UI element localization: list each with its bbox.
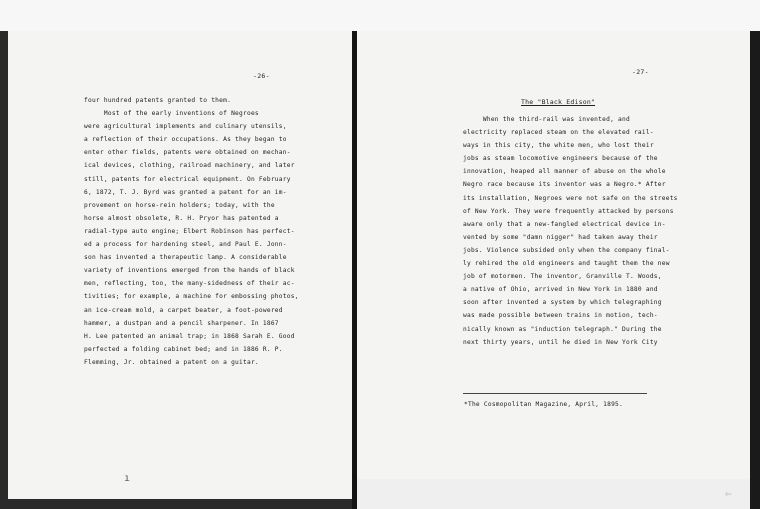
text-line: were agricultural implements and culinary utensils,	[84, 123, 287, 131]
text-line: ical devices, clothing, railroad machinery, and later	[84, 162, 295, 170]
scan-right-edge	[750, 31, 760, 509]
text-line: still, patents for electrical equipment. On February	[84, 175, 291, 183]
text-line: ways in this city, the white men, who lost their	[463, 142, 654, 150]
text-line: men, reflecting, too, the many-sidedness of their ac-	[84, 280, 295, 288]
text-line: When the third-rail was invented, and	[463, 116, 630, 123]
text-line: radial-type auto engine; Elbert Robinson has perfect-	[84, 227, 295, 235]
scan-corner-mark: ⇐	[725, 487, 732, 500]
text-line: tivities; for example, a machine for embossing photos,	[84, 293, 299, 301]
text-line: next thirty years, until he died in New York City	[463, 338, 658, 346]
scan-mark: ı	[124, 473, 131, 484]
text-line: provement on horse-rein holders; today, with the	[84, 201, 275, 209]
page-number: -26-	[253, 72, 270, 80]
text-line: 6, 1872, T. J. Byrd was granted a patent for an im-	[84, 188, 287, 196]
text-line: vented by some "damn nigger" had taken away their	[463, 233, 658, 241]
text-line: horse almost obsolete, R. H. Pryor has patented a	[84, 214, 279, 222]
left-page-body	[84, 94, 299, 369]
text-line: enter other fields, patents were obtained on mechan-	[84, 149, 291, 157]
text-line: was made possible between trains in motion, tech-	[463, 312, 658, 320]
text-line: job of motormen. The inventor, Granville T. Woods,	[463, 273, 662, 281]
scan-bottom-strip	[357, 479, 750, 509]
text-line: a native of Ohio, arrived in New York in 1880 and	[463, 286, 658, 294]
left-page	[8, 31, 352, 499]
text-line: its installation, Negroes were not safe on the streets	[463, 194, 678, 202]
text-line: Negro race because its inventor was a Negro.* After	[463, 181, 666, 189]
text-line: ly rehired the old engineers and taught them the new	[463, 260, 670, 268]
text-line: ed a process for hardening steel, and Paul E. Jonn-	[84, 241, 287, 249]
text-line: soon after invented a system by which telegraphing	[463, 299, 662, 307]
text-line: Flemming, Jr. obtained a patent on a guitar.	[84, 358, 259, 366]
text-line: variety of inventions emerged from the hands of black	[84, 267, 295, 275]
text-line: four hundred patents granted to them.	[84, 97, 232, 104]
section-title: The "Black Edison"	[521, 98, 596, 106]
text-line: of New York. They were frequently attacked by persons	[463, 207, 674, 215]
text-line: H. Lee patented an animal trap; in 1868 Sarah E. Good	[84, 332, 295, 340]
text-line: jobs. Violence subsided only when the company final-	[463, 246, 670, 254]
footnote-rule	[463, 393, 647, 394]
text-line: aware only that a new-fangled electrical device in-	[463, 220, 666, 228]
footnote: *The Cosmopolitan Magazine, April, 1895.	[464, 401, 624, 408]
text-line: a reflection of their occupations. As they began to	[84, 136, 287, 144]
text-line: an ice-cream mold, a carpet beater, a foot-powered	[84, 306, 283, 314]
right-page-body	[463, 113, 678, 349]
text-line: jobs as steam locomotive engineers because of the	[463, 155, 658, 163]
text-line: electricity replaced steam on the elevated rail-	[463, 129, 654, 137]
text-line: Most of the early inventions of Negroes	[84, 110, 259, 118]
text-line: perfected a folding cabinet bed; and in 1886 R. P.	[84, 345, 283, 353]
page-number: -27-	[632, 68, 649, 76]
right-page	[357, 31, 750, 479]
text-line: innovation, heaped all manner of abuse on the whole	[463, 168, 666, 176]
scan-top-strip	[0, 0, 760, 31]
text-line: hammer, a dustpan and a pencil sharpener. In 1867	[84, 319, 279, 327]
text-line: son has invented a therapeutic lamp. A considerable	[84, 254, 287, 262]
text-line: nically known as "induction telegraph." During the	[463, 325, 662, 333]
